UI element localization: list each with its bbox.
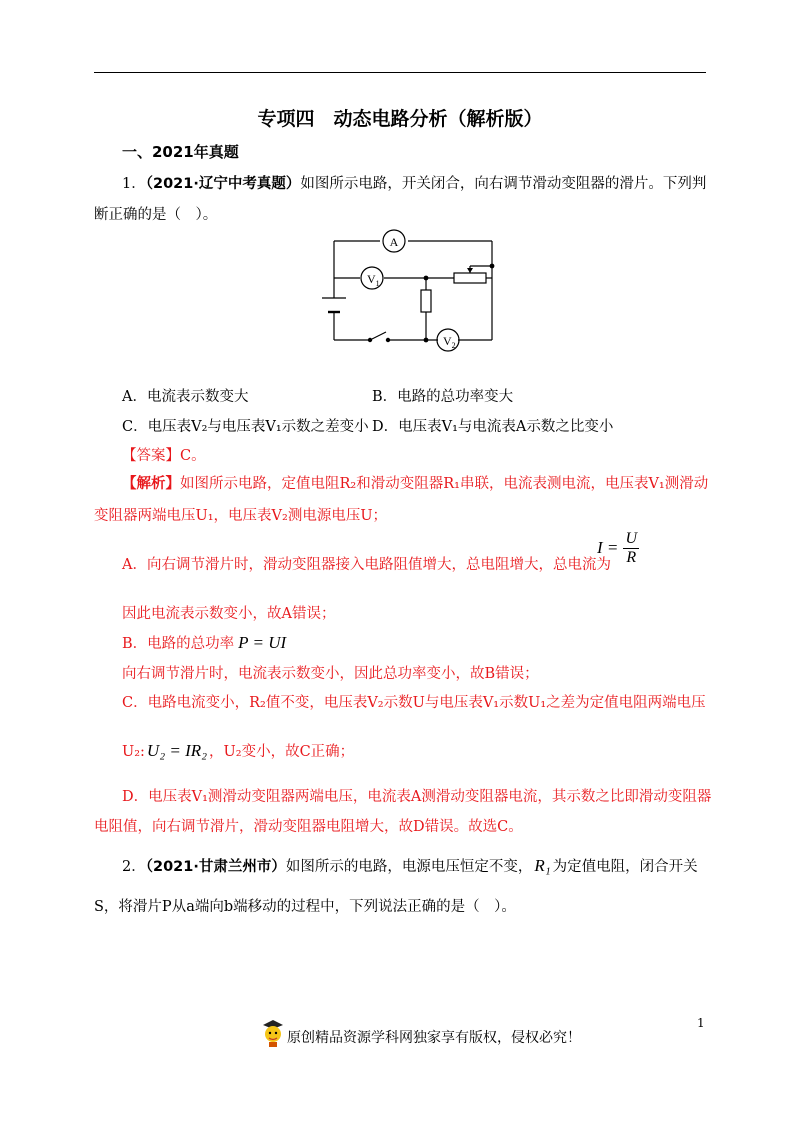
resistor-r2 [421,290,431,312]
q1-number: 1． [122,176,146,192]
ammeter-label: A [389,235,399,249]
q1-analysis-d2: 电阻值，向右调节滑片，滑动变阻器电阻增大，故D错误。故选C。 [94,819,523,835]
q1-analysis-line2: 变阻器两端电压U₁，电压表V₂测电源电压U； [94,508,388,524]
q1-analysis-d: D．电压表V₁测滑动变阻器两端电压，电流表A测滑动变阻器电流，其示数之比即滑动变阻器 [122,789,712,805]
page-number: 1 [697,1016,705,1030]
q1-stem-line1 [122,172,706,193]
q2-r1: R₁ [534,856,551,875]
footer-copyright: 原创精品资源学科网独家享有版权，侵权必究！ [287,1030,581,1046]
junction-bottom [424,338,429,343]
rheostat-body [454,273,486,283]
q1-option-c: C．电压表V₂与电压表V₁示数之差变小 [122,419,369,435]
q1-analysis-b2: 向右调节滑片时，电流表示数变小，因此总功率变小，故B错误； [122,666,539,682]
junction-mid [424,276,429,281]
v1-label: $V_1$ [367,272,380,288]
q1-stem-line2: 断正确的是（ ）。 [94,207,218,223]
q1-analysis-c2: U₂: U₂ = IR₂ ，U₂变小，故C正确； [122,741,355,760]
junction-right [490,264,495,269]
analysis-label: 【解析】 [122,476,180,492]
switch-blade [370,332,386,340]
q1-analysis-line1: 【解析】如图所示电路，定值电阻R₂和滑动变阻器R₁串联，电流表测电流，电压表V₁测滑动 [122,476,709,492]
formula-u2: U₂ = IR₂ [146,741,208,760]
formula-ohm: I = $\frac{U}{R}$ [597,530,638,566]
q1-answer: 【答案】C。 [122,448,206,464]
mascot-logo [260,1016,286,1048]
q2-stem-line2: S，将滑片P从a端向b端移动的过程中，下列说法正确的是（ ）。 [94,899,516,915]
section-heading: 一、2021年真题 [122,143,239,161]
slider-arrow [467,268,473,273]
q1-analysis-c: C．电路电流变小，R₂值不变，电压表V₂示数U与电压表V₁示数U₁之差为定值电阻两端电压 [122,695,706,711]
q1-option-d: D．电压表V₁与电流表A示数之比变小 [372,419,614,435]
q1-stem-a: 如图所示电路，开关闭合，向右调节滑动变阻器的滑片。下列判 [300,176,707,192]
v2-label: $V_2$ [443,334,456,350]
q1-option-b: B．电路的总功率变大 [372,389,514,405]
q2-stem-line1: 2．（2021·甘肃兰州市）如图所示的电路，电源电压恒定不变， R₁ 为定值电阻，闭合开关 [122,856,698,875]
q1-option-a: A．电流表示数变大 [122,389,249,405]
formula-power: P = UI [238,633,287,652]
q1-analysis-a2: 因此电流表示数变小，故A错误； [122,606,336,622]
q1-analysis-a: A．向右调节滑片时，滑动变阻器接入电路阻值增大，总电阻增大，总电流为 [122,557,611,573]
q1-source: （2021·辽宁中考真题） [145,176,301,192]
page-title: 专项四 动态电路分析（解析版） [257,108,543,130]
q1-analysis-b: B．电路的总功率 P = UI [122,633,287,652]
formula-fraction: $\frac{U}{R}$ [625,530,638,566]
header-rule [94,72,706,73]
q2-source: （2021·甘肃兰州市） [145,859,286,875]
circuit-diagram [320,228,510,358]
